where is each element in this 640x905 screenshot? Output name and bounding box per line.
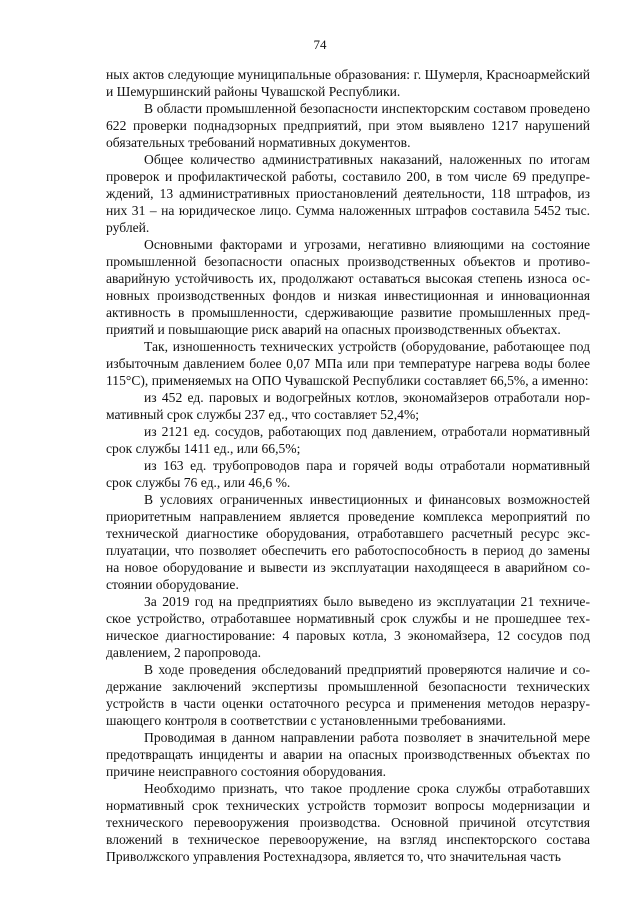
paragraph-3: Общее количество административных наказаний, наложенных по итогам проверок и профилактической работы, составило 200, в том числе 69 предупреждений, 13 административных приостановлений деятельности, 118 штрафов, из них 31 – на юридическое лицо. Сумма наложенных штрафов составила 5452 тыс. рублей. — [106, 152, 590, 235]
list-item-pipelines: из 163 ед. трубопроводов пара и горячей воды отработали нормативный срок службы 76 ед., или 46,6 %. — [106, 458, 590, 490]
body-text — [106, 66, 590, 865]
paragraph-12: Проводимая в данном направлении работа позволяет в значительной мере предотвращать инциденты и аварии на опасных производственных объектах по причине неисправного состояния оборудования. — [106, 730, 590, 779]
paragraph-1: ных актов следующие муниципальные образования: г. Шумерля, Красноармейский и Шемуршинский районы Чувашской Республики. — [106, 67, 590, 99]
paragraph-10: За 2019 год на предприятиях было выведено из эксплуатации 21 техническое устройство, отработавшее нормативный срок службы и не прошедшее техническое диагностирование: 4 паровых котла, 3 экономайзера, 12 сосудов под давлением, 2 паропровода. — [106, 594, 590, 660]
paragraph-5: Так, изношенность технических устройств (оборудование, работающее под избыточным давлением более 0,07 МПа или при температуре нагрева воды более 115°С), применяемых на ОПО Чувашской Республики составляет 66,5%, а именно: — [106, 339, 590, 388]
paragraph-13: Необходимо признать, что такое продление срока службы отработавших нормативный срок технических устройств тормозит вопросы модернизации и технического перевооружения производства. Основной причиной отсутствия вложений в техническое перевооружение, на взгляд инспекторского состава Приволжского управления Ростехнадзора, является то, что значительная часть — [106, 781, 590, 864]
paragraph-11: В ходе проведения обследований предприятий проверяются наличие и содержание заключений экспертизы промышленной безопасности технических устройств в части оценки остаточного ресурса и применения методов неразрушающего контроля в соответствии с установленными требованиями. — [106, 662, 590, 728]
paragraph-9: В условиях ограниченных инвестиционных и финансовых возможностей приоритетным направлением является проведение комплекса мероприятий по технической диагностике оборудования, отработавшего расчетный ресурс эксплуатации, что позволяет обеспечить его работоспособность в период до замены на новое оборудование и вывести из эксплуатации находящееся в аварийном состоянии оборудование. — [106, 492, 590, 592]
paragraph-4: Основными факторами и угрозами, негативно влияющими на состояние промышленной безопасности опасных производственных объектов и противоаварийную устойчивость их, продолжают оставаться высокая степень износа основных производственных фондов и низкая инвестиционная и инновационная активность в промышленности, сдерживающие развитие промышленных предприятий и повышающие риск аварий на опасных производственных объектах. — [106, 237, 590, 337]
page-number: 74 — [313, 37, 327, 52]
list-item-boilers: из 452 ед. паровых и водогрейных котлов, экономайзеров отработали нормативный срок службы 237 ед., что составляет 52,4%; — [106, 390, 590, 422]
list-item-vessels: из 2121 ед. сосудов, работающих под давлением, отработали нормативный срок службы 1411 ед., или 66,5%; — [106, 424, 590, 456]
paragraph-2: В области промышленной безопасности инспекторским составом проведено 622 проверки поднадзорных предприятий, при этом выявлено 1217 нарушений обязательных требований нормативных документов. — [106, 101, 590, 150]
